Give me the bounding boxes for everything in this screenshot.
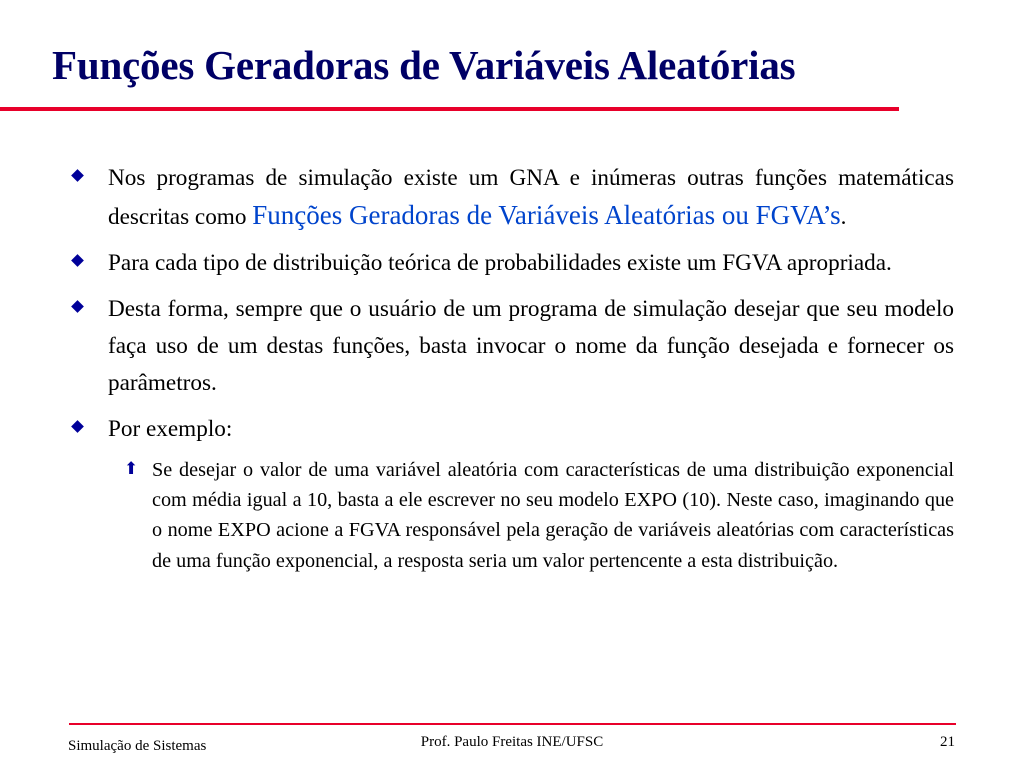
- bullet-item: [70, 411, 954, 448]
- title-divider: [0, 107, 899, 111]
- sub-bullet-text: Se desejar o valor de uma variável aleatória com características de uma distribuição exponencial com média igual a 10, basta a ele escrever no seu modelo EXPO (10). Neste caso, imaginando que o nome EXPO acione a FGVA responsável pela geração de variáveis aleatórias com características de uma função exponencial, a resposta seria um valor pertencente a esta distribuição.: [152, 459, 954, 572]
- bullet-list: [70, 160, 954, 576]
- highlighted-term: Funções Geradoras de Variáveis Aleatórias ou FGVA’s: [252, 200, 841, 230]
- slide-title: Funções Geradoras de Variáveis Aleatórias: [52, 42, 796, 88]
- bullet-text: [108, 160, 954, 236]
- page-number: 21: [940, 734, 955, 750]
- bullet-item: [70, 160, 954, 236]
- bullet-text-part: Nos programas de simulação existe um GNA e inúmeras outras funções matemáticas descritas como: [108, 165, 954, 230]
- footer-divider: [69, 723, 956, 725]
- bullet-item: [70, 291, 954, 402]
- footer-author: Prof. Paulo Freitas INE/UFSC: [420, 734, 604, 750]
- bullet-item: [70, 245, 954, 282]
- sub-bullet-item: [70, 455, 954, 576]
- bullet-text: Por exemplo:: [108, 416, 233, 442]
- diamond-bullet-icon: [71, 420, 84, 433]
- diamond-bullet-icon: [71, 169, 84, 182]
- diamond-bullet-icon: [71, 254, 84, 267]
- diamond-bullet-icon: [71, 300, 84, 313]
- up-arrow-bullet-icon: ⬆: [124, 459, 139, 479]
- bullet-text: Desta forma, sempre que o usuário de um programa de simulação desejar que seu modelo faça uso de um destas funções, basta invocar o nome da função desejada e fornecer os parâmetros.: [108, 296, 954, 396]
- bullet-text-part: .: [840, 204, 847, 230]
- footer-course-name: Simulação de Sistemas: [68, 738, 207, 754]
- bullet-text: Para cada tipo de distribuição teórica de probabilidades existe um FGVA apropriada.: [108, 250, 892, 276]
